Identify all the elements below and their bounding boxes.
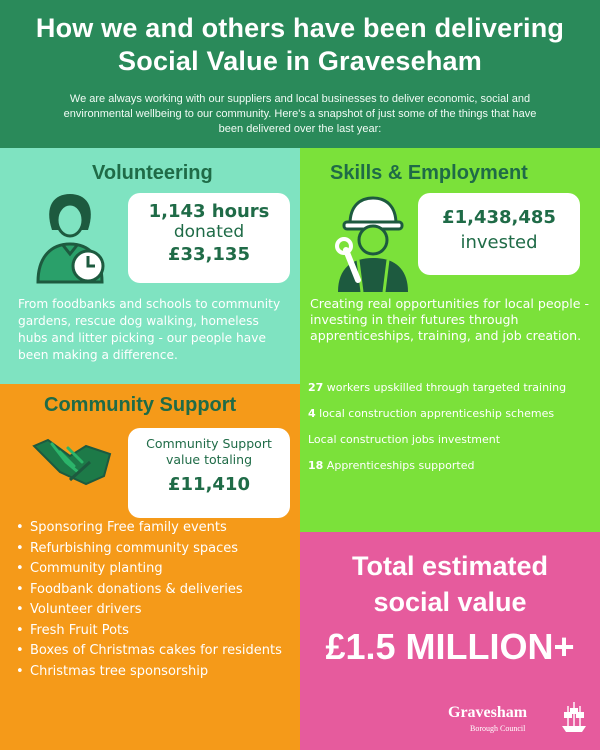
total-panel [300,532,600,750]
community-panel [0,384,300,750]
skills-description: Creating real opportunities for local people - investing in their futures through apprenticeships, training, and job creation. [310,296,590,343]
list-item: • Foodbank donations & deliveries [16,580,286,601]
list-item [308,432,594,448]
skills-card [418,193,580,275]
item-number: 18 [308,459,324,472]
council-logo [448,700,588,740]
item-text: Local construction jobs investment [308,433,501,446]
community-value: £11,410 [168,474,250,495]
community-card [128,428,290,518]
item-number: 4 [308,407,316,420]
item-number: 27 [308,381,324,394]
volunteering-hours: 1,143 hours [148,201,270,222]
skills-value: £1,438,485 [442,207,556,228]
total-value: £1.5 MILLION+ [325,626,575,667]
list-item [308,406,594,422]
total-title-line-2: social value [373,587,527,617]
volunteering-donated: donated [173,222,245,242]
volunteering-value: £33,135 [168,244,250,265]
item-text: workers upskilled through targeted training [323,381,567,394]
community-list [16,518,286,682]
community-title: Community Support [44,394,237,416]
list-item: • Refurbishing community spaces [16,539,286,560]
skills-list [308,380,594,484]
title-line-2: Social Value in Graveseham [118,46,482,76]
ship-icon [560,700,588,736]
skills-title: Skills & Employment [330,162,528,184]
handshake-icon [30,432,114,488]
logo-sub: Borough Council [470,724,526,733]
skills-panel [300,148,600,532]
title-line-1: How we and others have been delivering [35,13,565,43]
header-banner [0,0,600,148]
volunteer-clock-icon [30,186,110,286]
list-item: • Sponsoring Free family events [16,518,286,539]
volunteering-card [128,193,290,283]
skills-invested: invested [460,232,538,253]
list-item: • Fresh Fruit Pots [16,621,286,642]
list-item: • Christmas tree sponsorship [16,662,286,683]
volunteering-title: Volunteering [92,162,213,184]
volunteering-panel [0,148,300,384]
total-title-line-1: Total estimated [351,551,549,581]
volunteering-description: From foodbanks and schools to community gardens, rescue dog walking, homeless hubs and litter picking - our people have been making a difference. [18,297,281,362]
page-title [0,0,600,78]
item-text: Apprenticeships supported [323,459,475,472]
intro-text: We are always working with our suppliers and local businesses to deliver economic, social and environmental wellbeing to our community. Here's a snapshot of just some of the things that have been delivered over the last year: [63,93,537,135]
list-item: • Boxes of Christmas cakes for residents [16,641,286,662]
total-title [300,548,600,620]
construction-worker-icon [328,184,418,294]
list-item: • Community planting [16,559,286,580]
logo-name: Gravesham [448,704,528,721]
list-item [308,458,594,474]
item-text: local construction apprenticeship schemes [315,407,555,420]
list-item [308,380,594,396]
community-card-label: Community Support value totaling [146,436,272,467]
list-item: • Volunteer drivers [16,600,286,621]
